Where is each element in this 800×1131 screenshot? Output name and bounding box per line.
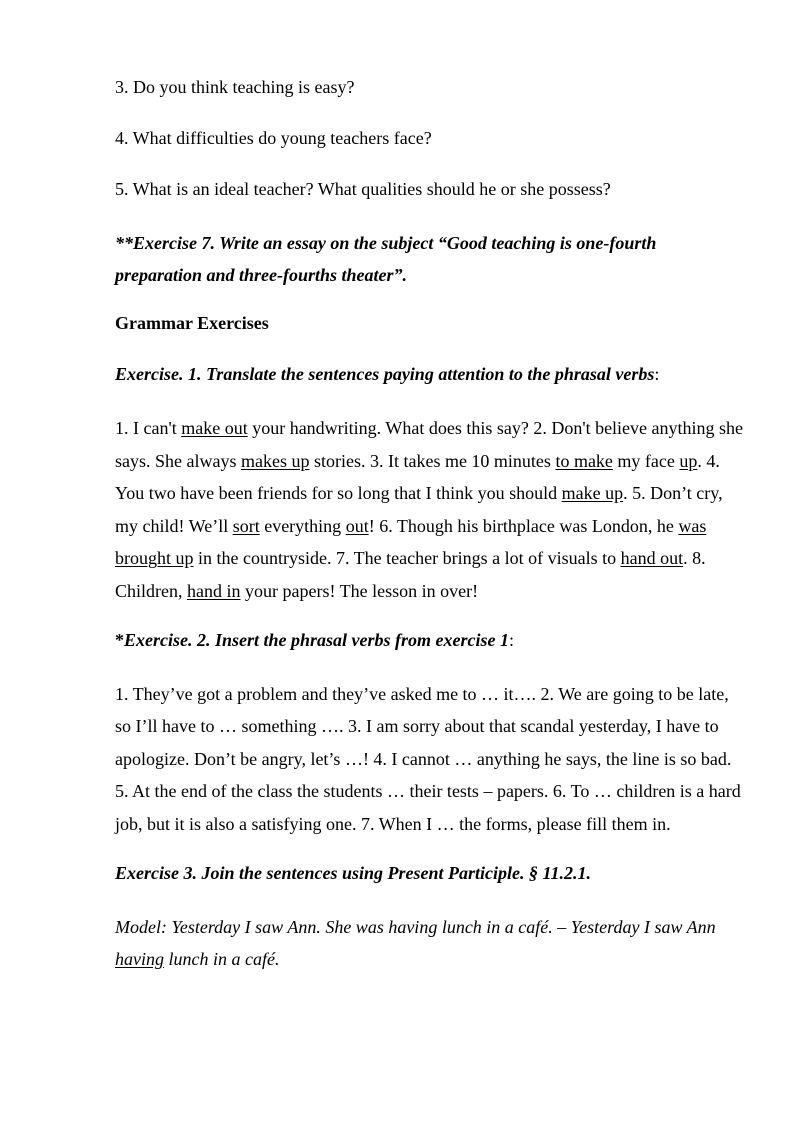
exercise-2-title-colon: : bbox=[508, 629, 514, 650]
grammar-exercises-heading: Grammar Exercises bbox=[115, 313, 269, 333]
exercise-1-text-segment: . 5. Don’t cry, my child! We’ll bbox=[115, 483, 723, 536]
exercise-1-underlined-phrase: sort bbox=[232, 515, 260, 536]
exercise-1-text-segment: your handwriting. What does this say? 2. Don't believe anything she says. She always bbox=[115, 418, 744, 471]
exercise-1-text-segment: my face bbox=[612, 450, 680, 471]
exercise-1-text-segment: . 4. You two have been friends for so long that I think you should bbox=[115, 450, 720, 504]
exercise-1-sentences bbox=[115, 412, 745, 608]
exercise-1-text-segment: ! 6. Though his birthplace was London, he bbox=[368, 515, 679, 536]
exercise-1-text-segment: your papers! The lesson in over! bbox=[240, 580, 479, 601]
exercise-3-model-underlined-phrase: having bbox=[115, 949, 164, 970]
exercise-2-star: * bbox=[115, 629, 124, 650]
question-5: 5. What is an ideal teacher? What qualities should he or she possess? bbox=[115, 179, 611, 199]
exercise-3-model bbox=[115, 911, 745, 976]
exercise-1-underlined-phrase: was brought up bbox=[115, 515, 707, 569]
exercise-1-underlined-phrase: make out bbox=[181, 418, 248, 438]
document-content bbox=[115, 74, 745, 976]
exercise-1-underlined-phrase: makes up bbox=[240, 450, 310, 471]
question-4: 4. What difficulties do young teachers face? bbox=[115, 128, 432, 148]
exercise-1-underlined-phrase: hand in bbox=[187, 580, 241, 601]
exercise-1-underlined-phrase: make up bbox=[561, 483, 624, 504]
exercise-3-title: Exercise 3. Join the sentences using Present Participle. § 11.2.1. bbox=[115, 862, 591, 883]
exercise-2-sentences: 1. They’ve got a problem and they’ve asked me to … it…. 2. We are going to be late, so I’ll have to … something …. 3. I am sorry about that scandal yesterday, I have to apologize. Don’t be angry, let’s …! 4. I cannot … anything he says, the line is so bad. 5. At the end of the class the students … their tests – papers. 6. To … children is a hard job, but it is also a satisfying one. 7. When I … the forms, please fill them in. bbox=[115, 683, 741, 834]
exercise-1-underlined-phrase: to make bbox=[555, 450, 613, 471]
exercise-3-model-text-segment: Model: Yesterday I saw Ann. She was having lunch in a café. – Yesterday I saw Ann bbox=[115, 916, 716, 937]
exercise-1-text-segment: stories. 3. It takes me 10 minutes bbox=[309, 450, 556, 471]
exercise-7-task: **Exercise 7. Write an essay on the subject “Good teaching is one-fourth preparation and three-fourths theater”. bbox=[115, 233, 657, 285]
exercise-1-underlined-phrase: out bbox=[345, 515, 369, 536]
exercise-1-title-colon: : bbox=[654, 364, 660, 384]
exercise-1-text-segment: in the countryside. 7. The teacher brings a lot of visuals to bbox=[193, 548, 621, 569]
exercise-1-underlined-phrase: up bbox=[679, 450, 698, 471]
exercise-1-text-segment: 1. I can't bbox=[115, 418, 182, 438]
exercise-1-text-segment: everything bbox=[259, 515, 346, 536]
exercise-3-model-text-segment: lunch in a café. bbox=[164, 949, 280, 970]
exercise-1-underlined-phrase: hand out bbox=[620, 548, 684, 569]
exercise-1-title-text: Exercise. 1. Translate the sentences paying attention to the phrasal verbs bbox=[115, 364, 655, 384]
exercise-1-title bbox=[115, 361, 745, 387]
question-3: 3. Do you think teaching is easy? bbox=[115, 77, 355, 97]
exercise-2-title bbox=[115, 627, 745, 653]
exercise-1-text-segment: . 8. Children, bbox=[115, 548, 706, 601]
exercise-2-title-text: Exercise. 2. Insert the phrasal verbs from exercise 1 bbox=[124, 629, 509, 650]
